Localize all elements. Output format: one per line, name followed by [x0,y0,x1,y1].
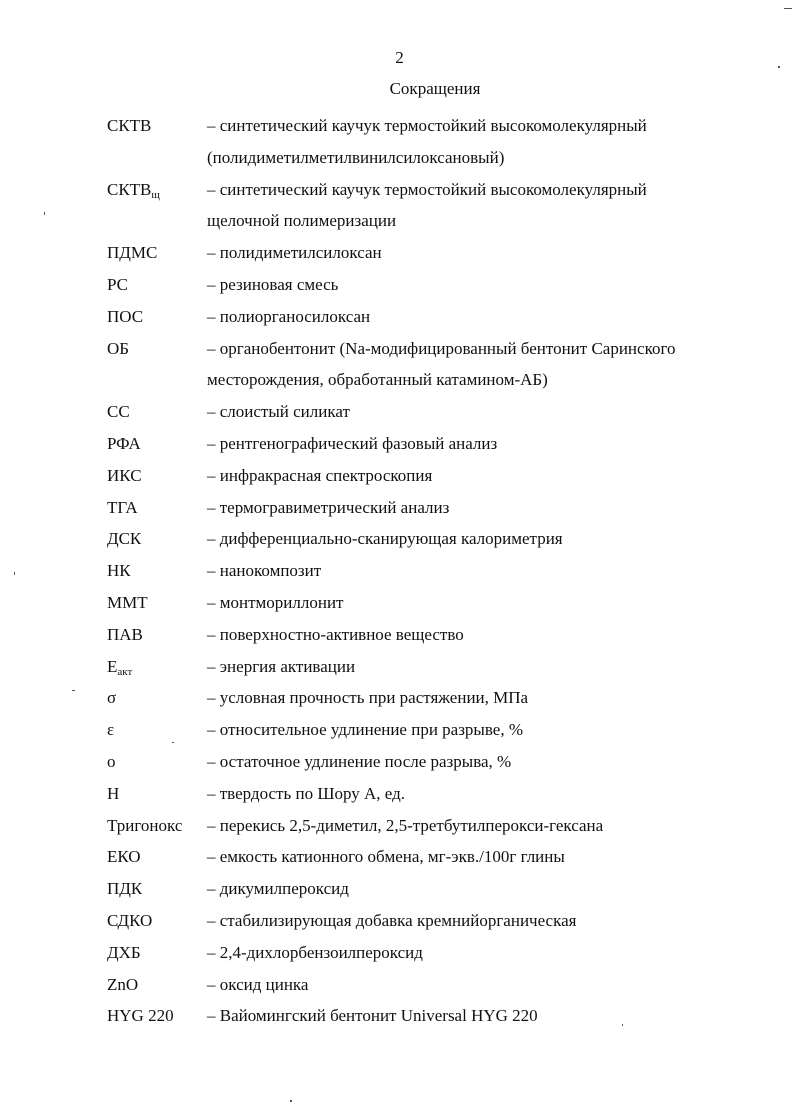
abbreviation-term-text: ПДК [107,879,143,899]
abbreviation-definition: – относительное удлинение при разрыве, % [207,720,523,740]
abbreviation-row [107,428,757,460]
abbreviation-term [107,746,207,778]
abbreviation-row [107,174,757,206]
scan-speck [290,1100,292,1102]
abbreviation-definition: – оксид цинка [207,974,309,994]
abbreviation-term [107,587,207,619]
abbreviation-term-text: ПОС [107,306,144,326]
abbreviation-row [107,619,757,651]
abbreviation-term [107,333,207,365]
abbreviation-term-text: ДХБ [107,942,141,962]
abbreviation-row [107,905,757,937]
abbreviation-term-text: σ [107,688,117,708]
abbreviation-definition: – условная прочность при растяжении, МПа [207,688,529,708]
abbreviation-definition: – органобентонит (Na-модифицированный бентонит Саринского [207,338,676,358]
term-spacer [107,205,207,237]
abbreviation-row [107,1000,757,1032]
abbreviation-term [107,873,207,905]
abbreviation-term-text: ИКС [107,465,142,485]
abbreviation-definition: – 2,4-дихлорбензоилпероксид [207,942,423,962]
abbreviation-term-text: ЕКО [107,847,141,867]
abbreviation-term-text: НК [107,561,131,581]
abbreviation-row [107,841,757,873]
abbreviation-term-text: СС [107,402,130,422]
abbreviation-term [107,714,207,746]
abbreviation-row [107,269,757,301]
abbreviation-definition: – слоистый силикат [207,402,350,422]
abbreviation-term [107,237,207,269]
page-title: Сокращения [389,79,481,98]
abbreviation-term-text: E [107,656,118,676]
abbreviation-row [107,110,757,142]
abbreviation-row [107,523,757,555]
abbreviation-term [107,682,207,714]
abbreviation-definition: – полидиметилсилоксан [207,243,382,263]
abbreviation-definition: – поверхностно-активное вещество [207,624,464,644]
abbreviation-term [107,778,207,810]
scan-speck [622,1024,623,1026]
abbreviation-row-continuation [107,142,757,174]
abbreviation-definition: – остаточное удлинение после разрыва, % [207,751,512,771]
scan-speck [784,8,792,9]
abbreviation-term-text: СДКО [107,910,153,930]
abbreviation-row [107,746,757,778]
abbreviation-row [107,682,757,714]
abbreviation-subscript: щ [151,188,160,201]
abbreviation-row [107,237,757,269]
abbreviation-definition: – синтетический каучук термостойкий высокомолекулярный [207,179,647,199]
abbreviation-row [107,555,757,587]
abbreviation-row-continuation [107,364,757,396]
abbreviation-definition: – перекись 2,5-диметил, 2,5-третбутилперокси-гексана [207,815,604,835]
scan-speck [172,742,174,743]
abbreviation-definition: – резиновая смесь [207,274,339,294]
abbreviation-row [107,937,757,969]
abbreviation-definition: – емкость катионного обмена, мг-экв./100г глины [207,847,565,867]
abbreviation-definition: – термогравиметрический анализ [207,497,450,517]
abbreviation-term [107,460,207,492]
abbreviation-term [107,110,207,142]
abbreviation-term-text: Н [107,783,120,803]
abbreviation-term-text: ТГА [107,497,138,517]
abbreviation-row [107,810,757,842]
abbreviation-row [107,651,757,683]
abbreviation-term-text: ε [107,720,115,740]
scan-speck [72,690,75,691]
abbreviation-term [107,492,207,524]
abbreviation-row [107,396,757,428]
abbreviation-term [107,937,207,969]
abbreviation-row [107,714,757,746]
abbreviation-term [107,651,207,683]
abbreviation-definition: – энергия активации [207,656,356,676]
abbreviation-term-text: ДСК [107,529,142,549]
abbreviation-term [107,905,207,937]
term-spacer [107,142,207,174]
abbreviation-term-text: ПАВ [107,624,143,644]
abbreviation-term-text: ММТ [107,592,148,612]
abbreviation-term [107,269,207,301]
abbreviation-definition: – рентгенографический фазовый анализ [207,433,498,453]
abbreviation-row [107,492,757,524]
abbreviation-definition-continuation: (полидиметилметилвинилсилоксановый) [207,147,505,167]
abbreviation-term [107,810,207,842]
abbreviation-term [107,428,207,460]
abbreviation-term [107,841,207,873]
abbreviation-row [107,301,757,333]
scan-speck [14,572,15,575]
abbreviation-row-continuation [107,205,757,237]
abbreviation-definition: – твердость по Шору А, ед. [207,783,405,803]
abbreviation-term [107,523,207,555]
abbreviation-row [107,333,757,365]
abbreviation-term [107,301,207,333]
abbreviation-term [107,619,207,651]
abbreviation-definition-continuation: щелочной полимеризации [207,211,397,231]
term-spacer [107,364,207,396]
abbreviation-term-text: ОБ [107,338,130,358]
abbreviation-row [107,460,757,492]
abbreviation-row [107,969,757,1001]
abbreviation-definition-continuation: месторождения, обработанный катамином-АБ) [207,370,548,390]
abbreviation-definition: – полиорганосилоксан [207,306,371,326]
scan-speck [44,212,45,215]
abbreviation-term [107,969,207,1001]
abbreviation-term [107,555,207,587]
abbreviation-term-text: РС [107,274,129,294]
abbreviation-row [107,778,757,810]
abbreviation-definition: – инфракрасная спектроскопия [207,465,433,485]
abbreviation-term-text: ZnO [107,974,139,994]
abbreviation-definition: – Вайомингский бентонит Universal HYG 220 [207,1006,538,1026]
abbreviation-definition: – синтетический каучук термостойкий высокомолекулярный [207,116,647,135]
abbreviation-subscript: акт [117,665,133,678]
abbreviation-definition: – дифференциально-сканирующая калориметрия [207,529,563,549]
abbreviation-term-text: РФА [107,433,141,453]
abbreviation-row [107,587,757,619]
abbreviation-term [107,1000,207,1032]
abbreviation-term [107,174,207,206]
abbreviation-term-text: СКТВ [107,116,152,135]
scan-speck [778,66,780,68]
abbreviation-definition: – стабилизирующая добавка кремнийорганическая [207,910,577,930]
abbreviation-term [107,396,207,428]
abbreviation-term-text: ПДМС [107,243,158,263]
abbreviation-term-text: СКТВ [107,179,152,199]
abbreviation-term-text: Тригонокс [107,815,183,835]
abbreviation-definition: – монтмориллонит [207,592,344,612]
abbreviation-definition: – нанокомпозит [207,561,322,581]
abbreviation-definition: – дикумилпероксид [207,879,349,899]
page-number: 2 [395,48,404,67]
abbreviation-term-text: ο [107,751,116,771]
abbreviation-list [107,110,757,1032]
abbreviation-row [107,873,757,905]
abbreviation-term-text: HYG 220 [107,1006,174,1026]
